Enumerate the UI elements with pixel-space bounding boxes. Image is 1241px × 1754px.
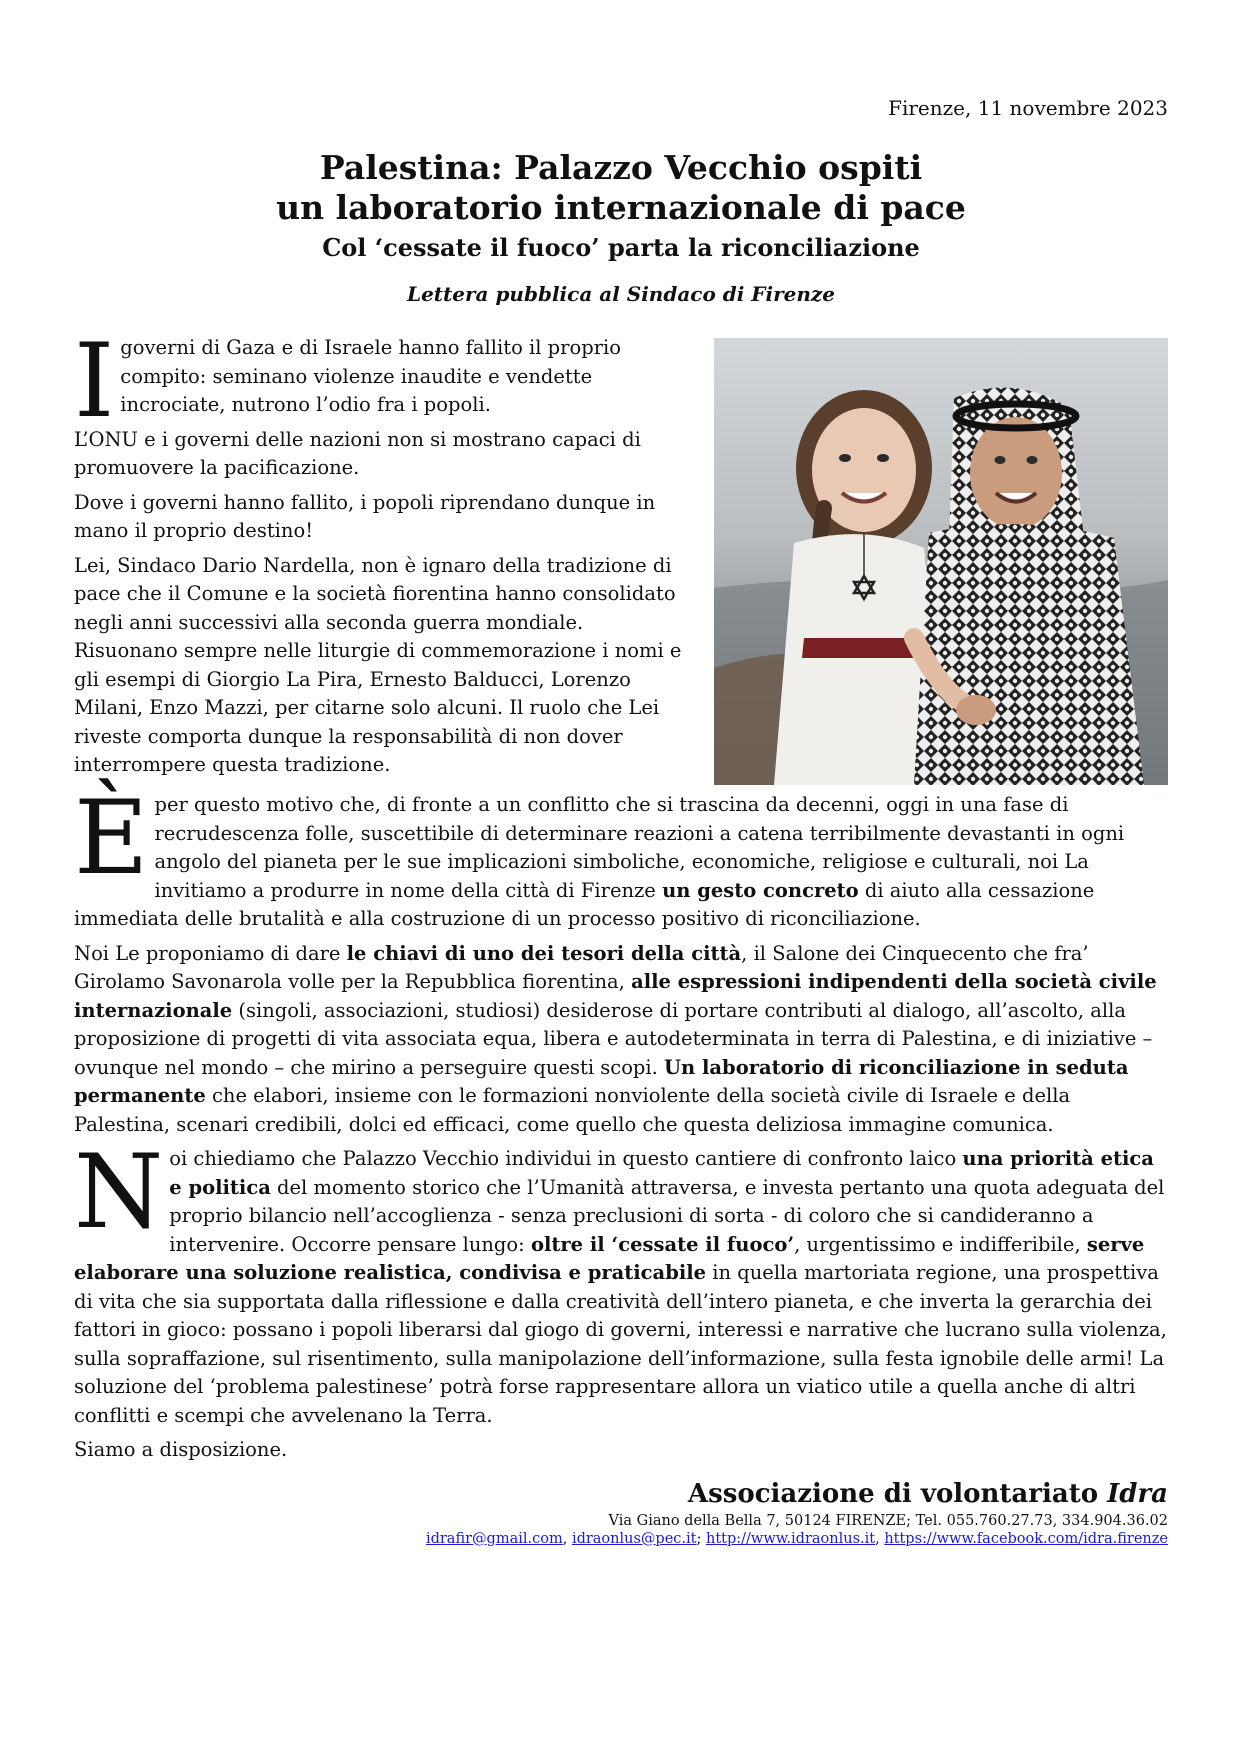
website-link[interactable]: http://www.idraonlus.it (705, 1530, 876, 1547)
paragraph-7-bold-c: serve elaborare una soluzione realistica, condivisa e praticabile (74, 1232, 1145, 1284)
title-line-2: un laboratorio internazionale di pace (276, 188, 966, 227)
paragraph-6-bold-c: Un laboratorio di riconciliazione in seduta permanente (74, 1055, 1129, 1107)
signature-name-prefix: Associazione di volontariato (687, 1478, 1108, 1509)
dropcap-7: N (74, 1133, 164, 1252)
paragraph-7 (74, 1133, 1168, 1430)
letter-body (74, 322, 1168, 1465)
paragraph-5-bold-a: un gesto concreto (662, 878, 859, 902)
dropcap-5: È (74, 779, 149, 898)
paragraph-7-text-b: del momento storico che l’Umanità attraversa, e investa pertanto una quota adeguata del proprio bilancio nell’accoglienza - senza preclusioni di sorta - di coloro che si candideranno a intervenire. Occorre pensare lungo: (169, 1175, 1165, 1256)
paragraph-7-text-d: in quella martoriata regione, una prospettiva di vita che sia supportata dalla riflessione e dalla creatività dell’intero pianeta, e che inverta la gerarchia dei fattori in gioco: possano i popoli liberarsi dal giogo di governi, interessi e narrative che lucrano sulla violenza, sulla sopraffazione, sul risentimento, sulla manipolazione dell’informazione, sulla festa ignobile delle armi! La soluzione del ‘problema palestinese’ potrà forse rappresentare allora un viatico utile a quella anche di altri conflitti e scempi che avvelenano la Terra. (74, 1261, 1167, 1427)
document-subtitle: Col ‘cessate il fuoco’ parta la riconciliazione (322, 233, 920, 262)
title-line-1: Palestina: Palazzo Vecchio ospiti (319, 148, 923, 187)
paragraph-1-text: governi di Gaza e di Israele hanno fallito il proprio compito: seminano violenze inaudite e vendette incrociate, nutrono l’odio fra i popoli. (120, 336, 622, 416)
signature-name (74, 1479, 1168, 1509)
paragraph-6-text-c: (singoli, associazioni, studiosi) desiderose di portare contributi al dialogo, all’ascolto, alla proposizione di progetti di vita associata equa, libera e autodeterminata in terra di Palestina, e di iniziative – ovunque nel mondo – che mirino a perseguire questi scopi. (74, 998, 1153, 1079)
paragraph-7-text-c: , urgentissimo e indifferibile, (794, 1232, 1087, 1256)
paragraph-7-text-a: oi chiediamo che Palazzo Vecchio individui in questo cantiere di confronto laico (169, 1147, 963, 1170)
paragraph-5 (74, 779, 1168, 934)
paragraph-6 (74, 940, 1168, 1140)
document-title (74, 148, 1168, 228)
document-date: Firenze, 11 novembre 2023 (888, 96, 1168, 120)
paragraph-7-bold-b: oltre il ‘cessate il fuoco’ (530, 1232, 795, 1256)
link-separator: , (875, 1530, 885, 1547)
paragraph-6-text-a: Noi Le proponiamo di dare (74, 941, 347, 965)
facebook-link[interactable]: https://www.facebook.com/idra.firenze (884, 1530, 1168, 1547)
link-separator: ; (696, 1530, 706, 1547)
paragraph-closing: Siamo a disposizione. (74, 1438, 288, 1461)
signature-address: Via Giano della Bella 7, 50124 FIRENZE; Tel. 055.760.27.73, 334.904.36.02 (608, 1512, 1168, 1529)
paragraph-6-text-d: che elabori, insieme con le formazioni nonviolente della società civile di Israele e della Palestina, scenari credibili, dolci ed efficaci, come quello che questa deliziosa immagine comunica. (74, 1084, 1071, 1136)
paragraph-5-text-b: di aiuto alla cessazione immediata delle brutalità e alla costruzione di un processo positivo di riconciliazione. (74, 878, 1095, 930)
paragraph-7-bold-a: una priorità etica e politica (169, 1147, 1154, 1199)
letter-kicker: Lettera pubblica al Sindaco di Firenze (407, 282, 835, 306)
paragraph-6-bold-b: alle espressioni indipendenti della società civile internazionale (74, 970, 1157, 1022)
signature-block (74, 1479, 1168, 1547)
email-link-pec[interactable]: idraonlus@pec.it (571, 1530, 697, 1547)
document-page (74, 96, 1168, 1547)
email-link-idrafir[interactable]: idrafir@gmail.com (425, 1530, 563, 1547)
paragraph-3: Dove i governi hanno fallito, i popoli riprendano dunque in mano il proprio destino! (74, 490, 656, 542)
paragraph-2: L’ONU e i governi delle nazioni non si mostrano capaci di promuovere la pacificazione. (74, 427, 641, 479)
paragraph-4: Lei, Sindaco Dario Nardella, non è ignaro della tradizione di pace che il Comune e la società fiorentina hanno consolidato negli anni successivi alla seconda guerra mondiale. Risuonano sempre nelle liturgie di commemorazione i nomi e gli esempi di Giorgio La Pira, Ernesto Balducci, Lorenzo Milani, Enzo Mazzi, per citarne solo alcuni. Il ruolo che Lei riveste comporta dunque la responsabilità di non dover interrompere questa tradizione. (74, 553, 682, 776)
dropcap-1: I (74, 322, 115, 441)
paragraph-5-text-a: per questo motivo che, di fronte a un conflitto che si trascina da decenni, oggi in una fase di recrudescenza folle, suscettibile di determinare reazioni a catena terribilmente devastanti in ogni angolo del pianeta per le sue implicazioni simboliche, economiche, religiose e culturali, noi La invitiamo a produrre in nome della città di Firenze (154, 793, 1125, 902)
link-separator: , (562, 1530, 572, 1547)
signature-name-italic: Idra (1107, 1478, 1168, 1509)
photo-children-icon (714, 338, 1168, 785)
paragraph-6-text-b: , il Salone dei Cinquecento che fra’ Girolamo Savonarola volle per la Repubblica fiorentina, (74, 941, 1089, 993)
signature-links (74, 1531, 1168, 1547)
paragraph-6-bold-a: le chiavi di uno dei tesori della città (346, 941, 742, 965)
